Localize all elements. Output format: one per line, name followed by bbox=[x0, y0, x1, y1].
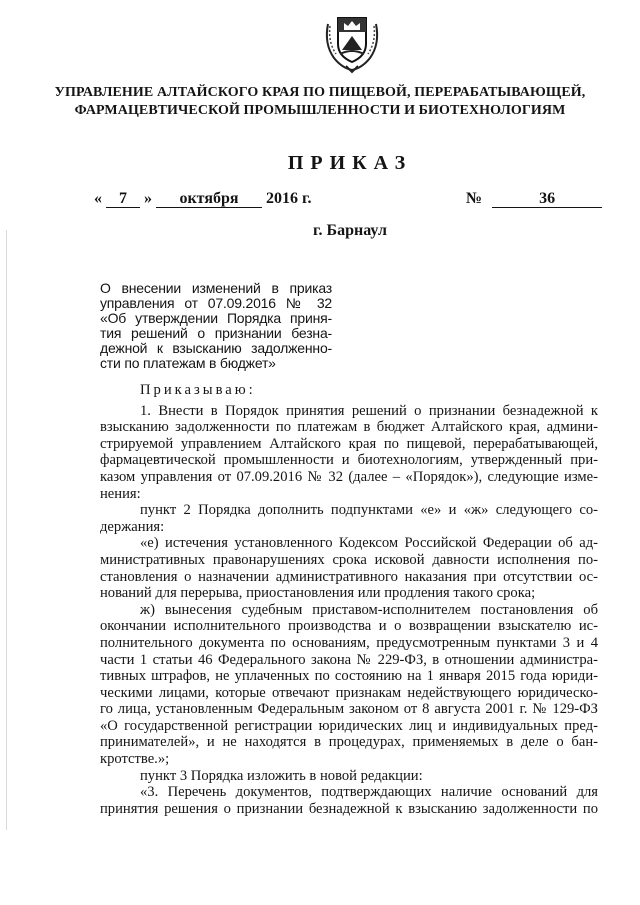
body-line: пункт 3 Порядка изложить в новой редакции: bbox=[140, 767, 423, 784]
body-line: нения: bbox=[100, 485, 141, 502]
order-number bbox=[466, 190, 602, 208]
subject-line: «Об утверждении Порядка приня- bbox=[100, 310, 332, 326]
subject-line: О внесении изменений в приказ bbox=[100, 280, 332, 296]
body-line: го лица, установленным Федеральным законом от 8 августа 2001 г. № 129-ФЗ bbox=[100, 701, 598, 718]
body-lines bbox=[100, 403, 598, 818]
order-subject bbox=[100, 281, 332, 371]
number-value: 36 bbox=[492, 190, 602, 208]
body-line: принимателей», и не находятся в процедурах, применяемых в деле о бан- bbox=[100, 734, 598, 751]
subject-line: дежной к взысканию задолженно- bbox=[100, 340, 332, 356]
body-line: принятия решения о признании безнадежной к взысканию задолженности по bbox=[100, 800, 598, 817]
subject-line: тия решений о признании безна- bbox=[100, 325, 332, 341]
body-line: взысканию задолженности по платежам в бюджет Алтайского края, админи- bbox=[100, 419, 598, 436]
body-line: ж) вынесения судебным приставом-исполнителем постановления об bbox=[140, 601, 598, 618]
org-name-line-1: УПРАВЛЕНИЕ АЛТАЙСКОГО КРАЯ ПО ПИЩЕВОЙ, ПЕРЕРАБАТЫВАЮЩЕЙ, bbox=[54, 85, 586, 100]
body-line: кротстве.»; bbox=[100, 751, 170, 768]
body-line: министративных правонарушениях срока исковой давности исполнения по- bbox=[100, 551, 598, 568]
date-day: 7 bbox=[106, 190, 140, 208]
org-name-line-2: ФАРМАЦЕВТИЧЕСКОЙ ПРОМЫШЛЕННОСТИ И БИОТЕХНОЛОГИЯМ bbox=[74, 103, 566, 118]
date-open-quote: « bbox=[94, 190, 102, 207]
body-line: части 1 статьи 46 Федерального закона № 229-ФЗ, в отношении администра- bbox=[100, 651, 598, 668]
body-line: фармацевтической промышленности и биотехнологиям, утвержденный при- bbox=[100, 452, 598, 469]
subject-line: сти по платежам в бюджет» bbox=[100, 355, 276, 371]
body-line: держания: bbox=[100, 518, 165, 535]
body-line: окончании исполнительного производства и о возвращении взыскателю ис- bbox=[100, 618, 598, 635]
body-line: «е) истечения установленного Кодексом Российской Федерации об ад- bbox=[140, 535, 598, 552]
body-line: стрируемой управлением Алтайского края по пищевой, перерабатывающей, bbox=[100, 435, 598, 452]
document-type-title: ПРИКАЗ bbox=[287, 152, 413, 174]
date-close-quote: » bbox=[144, 190, 152, 207]
body-line: ческими лицами, которые отвечают признакам недействующего юридическо- bbox=[100, 684, 598, 701]
order-word: Приказываю: bbox=[140, 382, 256, 398]
body-line: тивных штрафов, не уплаченных по состоянию на 1 января 2015 года юриди- bbox=[100, 668, 598, 685]
scan-edge-line bbox=[6, 230, 7, 830]
order-body bbox=[100, 382, 598, 817]
body-line: «О государственной регистрации юридических лиц и индивидуальных пред- bbox=[100, 717, 598, 734]
date-month: октября bbox=[156, 190, 262, 208]
order-date bbox=[94, 190, 311, 208]
body-line: полнительного документа по основаниям, предусмотренным пунктами 3 и 4 bbox=[100, 634, 598, 651]
body-line: 1. Внести в Порядок принятия решений о признании безнадежной к bbox=[140, 402, 598, 419]
body-line: казом управления от 07.09.2016 № 32 (далее – «Порядок»), следующие изме- bbox=[100, 468, 598, 485]
date-year: 2016 г. bbox=[266, 190, 312, 207]
body-line: пункт 2 Порядка дополнить подпунктами «е» и «ж» следующего со- bbox=[140, 502, 598, 519]
coat-of-arms-emblem bbox=[320, 10, 384, 74]
body-line: нований для перерыва, приостановления или продления такого срока; bbox=[100, 585, 536, 602]
body-line: «3. Перечень документов, подтверждающих наличие оснований для bbox=[140, 784, 598, 801]
organization-name bbox=[0, 84, 640, 120]
subject-line: управления от 07.09.2016 № 32 bbox=[100, 295, 332, 311]
body-line: становления о назначении административного наказания при отсутствии ос- bbox=[100, 568, 598, 585]
city: г. Барнаул bbox=[313, 222, 387, 239]
number-sign: № bbox=[466, 190, 483, 207]
